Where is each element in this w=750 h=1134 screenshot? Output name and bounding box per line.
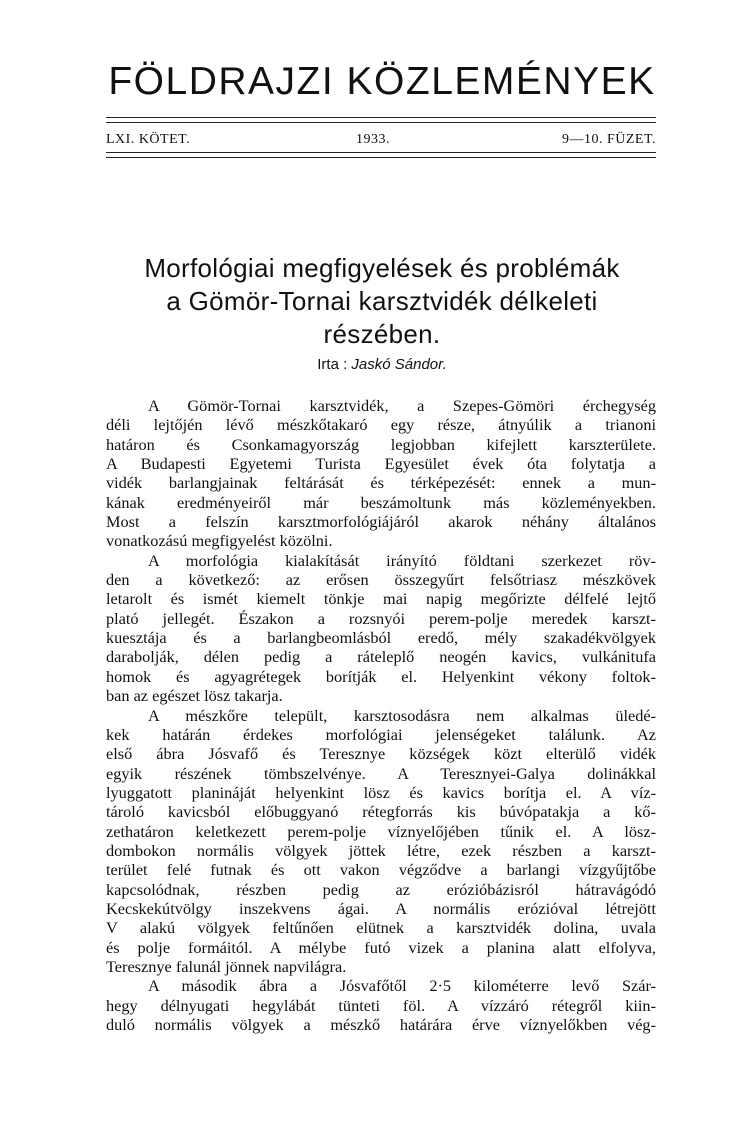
issue-info — [106, 131, 656, 149]
body-line: kának eredményeiről már beszámoltunk más közleményekben. — [106, 492, 656, 512]
body-line: letarolt és ismét kiemelt tönkje mai napig megőrizte délfelé lejtő — [106, 589, 656, 609]
body-line: hegy délnyugati hegylábát tünteti föl. A vízzáró rétegről kiin- — [106, 995, 656, 1015]
body-line: első ábra Jósvafő és Teresznye községek közt elterülő vidék — [106, 744, 656, 764]
body-line: darabolják, délen pedig a ráteleplő neogén kavics, vulkánitufa — [106, 647, 656, 667]
body-line: ban az egészet lösz takarja. — [106, 686, 283, 706]
body-line: duló normális völgyek a mészkő határára érve víznyelőkben vég- — [106, 1015, 656, 1034]
header-rule-bottom-inner — [106, 157, 656, 158]
body-line: terület felé futnak és ott vakon végződve a barlangi vízgyűjtőbe — [106, 860, 656, 880]
header-rule-top-inner — [106, 122, 656, 123]
body-line: és polje formáitól. A mélybe futó vizek a planina alatt elfolyva, — [106, 937, 656, 957]
body-line: Teresznye falunál jönnek napvilágra. — [106, 956, 347, 976]
body-line: A Budapesti Egyetemi Turista Egyesület évek óta folytatja a — [106, 454, 656, 474]
body-line: A mészkőre települt, karsztosodásra nem alkalmas üledé- — [148, 705, 656, 725]
body-line: Kecskekútvölgy inszekvens ágai. A normális erózióval létrejött — [106, 898, 656, 918]
body-line: Most a felszín karsztmorfológiájáról akarok néhány általános — [106, 512, 656, 532]
author-name: Jaskó Sándor. — [351, 356, 447, 373]
body-line: plató jellegét. Északon a rozsnyói perem-polje meredek karszt- — [106, 608, 656, 628]
body-line: határon és Csonkamagyország legjobban kifejlett karszterülete. — [106, 434, 656, 454]
byline-prefix: Irta : — [317, 356, 348, 373]
body-line: lyuggatott planináját helyenkint lösz és kavics borítja el. A víz- — [106, 782, 656, 802]
body-line: homok és agyagrétegek borítják el. Helyenkint vékony foltok- — [106, 666, 656, 686]
body-line: kapcsolódnak, részben pedig az erózióbázisról hátravágódó — [106, 879, 656, 899]
header-rule-top — [106, 117, 656, 118]
body-line: kek határán érdekes morfológiai jelenségeket találunk. Az — [106, 724, 656, 744]
issue-number: 9—10. FÜZET. — [561, 132, 656, 147]
body-line: vonatkozású megfigyelést közölni. — [106, 531, 333, 551]
body-line: den a következő: az erősen összegyűrt felsőtriasz mészkövek — [106, 570, 656, 590]
body-line: zethatáron keletkezett perem-polje víznyelőjében tűnik el. A lösz- — [106, 821, 656, 841]
body-line: A második ábra a Jósvafőtől 2·5 kilométerre levő Szár- — [148, 976, 656, 996]
journal-title: FÖLDRAJZI KÖZLEMÉNYEK — [108, 60, 656, 103]
body-line: egyik részének tömbszelvénye. A Teresznyei-Galya dolinákkal — [106, 763, 656, 783]
article-title-line: részében. — [323, 319, 441, 349]
volume-number: LXI. KÖTET. — [106, 132, 191, 147]
header-rule-bottom — [106, 152, 656, 153]
body-line: kuesztája és a barlangbeomlásból eredő, mély szakadékvölgyek — [106, 628, 656, 648]
body-line: dombokon normális völgyek jöttek létre, ezek részben a karszt- — [106, 840, 656, 860]
body-line: V alakú völgyek feltűnően elütnek a karsztvidék dolina, uvala — [106, 918, 656, 938]
article-title-line: a Gömör-Tornai karsztvidék délkeleti — [166, 286, 598, 316]
byline — [106, 355, 658, 375]
body-line: A morfológia kialakítását irányító földtani szerkezet röv- — [148, 550, 656, 570]
body-line: tároló kavicsból előbuggyanó rétegforrás kis búvópatakja a kő- — [106, 802, 656, 822]
article-title-line: Morfológiai megfigyelések és problémák — [144, 253, 620, 283]
publication-year: 1933. — [356, 132, 390, 147]
body-line: déli lejtőjén lévő mészkőtakaró egy része, átnyúlik a trianoni — [106, 415, 656, 435]
article-body — [106, 396, 656, 1034]
body-line: A Gömör-Tornai karsztvidék, a Szepes-Gömöri érchegység — [148, 396, 656, 415]
body-line: vidék barlangjainak feltárását és térképezését: ennek a mun- — [106, 473, 656, 493]
